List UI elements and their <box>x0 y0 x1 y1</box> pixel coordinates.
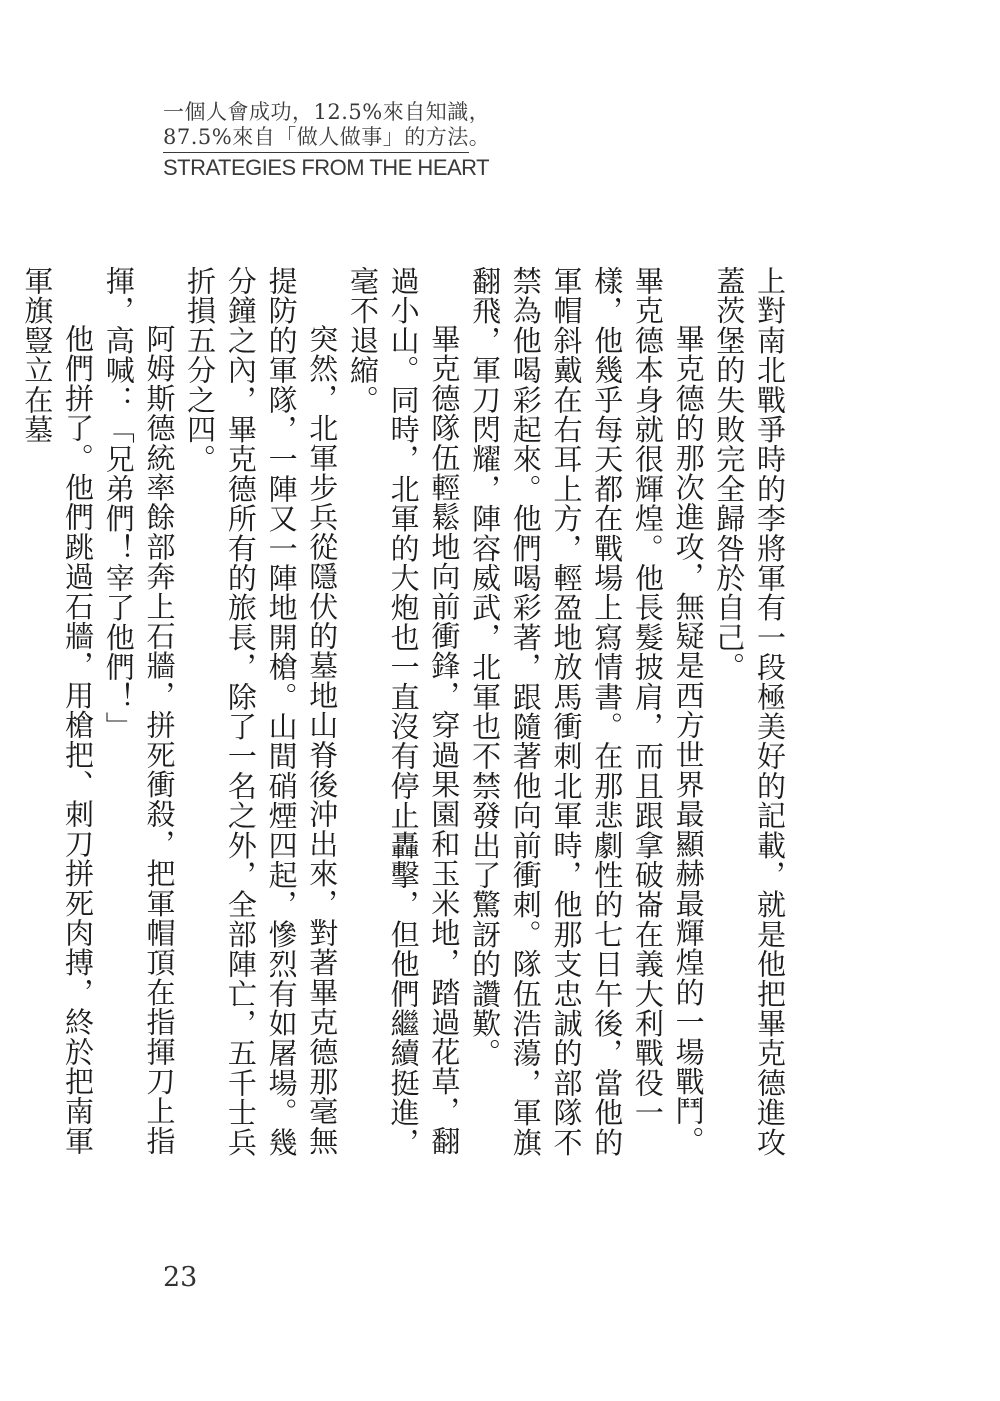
paragraph-4: 突然，北軍步兵從隱伏的墓地山脊後沖出來，對著畢克德那毫無提防的軍隊，一陣又一陣地開槍。山間硝煙四起，慘烈有如屠場。幾分鐘之內，畢克德所有的旅長，除了一名之外，全部陣亡，五千士兵折損五分之四。 <box>183 266 340 1157</box>
paragraph-2: 畢克德的那次進攻，無疑是西方世界最顯赫最輝煌的一場戰鬥。畢克德本身就很輝煌。他長髮披肩，而且跟拿破崙在義大利戰役一樣，他幾乎每天都在戰場上寫情書。在那悲劇性的七日午後，當他的軍帽斜戴在右耳上方，輕盈地放馬衝刺北軍時，他那支忠誠的部隊不禁為他喝彩起來。他們喝彩著，跟隨著他向前衝刺。隊伍浩蕩，軍旗翻飛，軍刀閃耀，陣容威武，北軍也不禁發出了驚訝的讚歎。 <box>468 266 706 1157</box>
header-tagline-2: 87.5%來自「做人做事」的方法。 <box>163 125 491 149</box>
header-english-title: STRATEGIES FROM THE HEART <box>163 155 490 180</box>
header-divider <box>163 152 469 153</box>
running-header <box>163 100 491 181</box>
paragraph-6: 他們拼了。他們跳過石牆，用槍把、刺刀拼死肉搏，終於把南軍軍旗豎立在墓 <box>20 266 96 1156</box>
body-text <box>17 266 790 1166</box>
page-number: 23 <box>163 1262 198 1293</box>
paragraph-3: 畢克德隊伍輕鬆地向前衝鋒，穿過果園和玉米地，踏過花草，翻過小山。同時，北軍的大炮也一直沒有停止轟擊，但他們繼續挺進，毫不退縮。 <box>345 266 462 1157</box>
header-tagline-1: 一個人會成功，12.5%來自知識， <box>163 100 491 124</box>
paragraph-5: 阿姆斯德統率餘部奔上石牆，拼死衝殺，把軍帽頂在指揮刀上指揮，高喊：「兄弟們！宰了他們！」 <box>101 266 177 1156</box>
paragraph-1: 上對南北戰爭時的李將軍有一段極美好的記載，就是他把畢克德進攻蓋茨堡的失敗完全歸咎於自己。 <box>712 266 787 1157</box>
